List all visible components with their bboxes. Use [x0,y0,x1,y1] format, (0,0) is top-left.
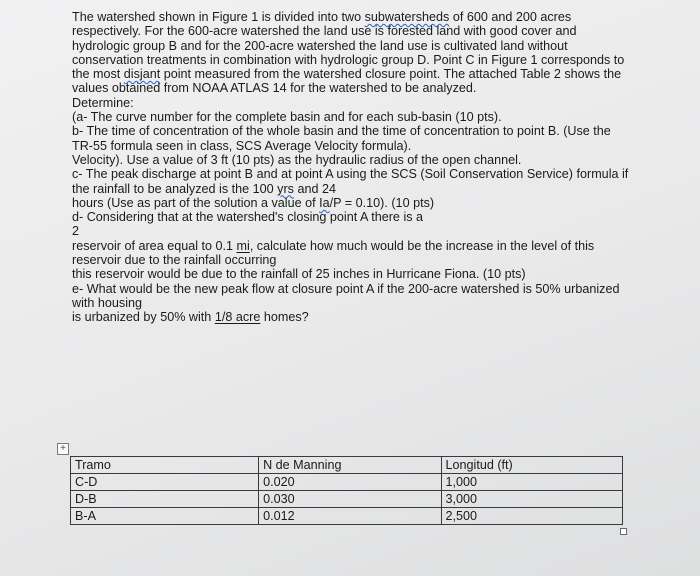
table-cell[interactable]: 0.020 [259,474,441,491]
question-c-cont: hours (Use as part of the solution a value of Ia/P = 0.10). (10 pts) [72,195,435,210]
question-b-cont: Velocity). Use a value of 3 ft (10 pts) as the hydraulic radius of the open channel. [72,152,522,167]
header-longitud[interactable]: Longitud (ft) [441,457,622,474]
determine-heading: Determine: [72,95,134,110]
table-row [71,508,623,525]
question-d-cont: reservoir of area equal to 0.1 mi, calculate how much would be the increase in the level of this reservoir due to the rainfall occurring [72,238,595,268]
table-row [71,491,623,508]
question-a: (a- The curve number for the complete basin and for each sub-basin (10 pts). [72,110,502,125]
intro-text: The watershed shown in Figure 1 is divided into two [72,10,362,24]
question-d-superscript: 2 [72,224,80,239]
unit-mi: mi [236,238,250,253]
question-d-cont2: this reservoir would be due to the rainfall of 25 inches in Hurricane Fiona. (10 pts) [72,267,526,282]
table-row [71,474,623,491]
question-e-cont: is urbanized by 50% with 1/8 acre homes? [72,310,309,325]
table-cell[interactable]: 0.030 [259,491,441,508]
spellcheck-word: Ia [319,195,330,210]
intro-text-end: point measured from the watershed closure point. The attached Table 2 shows the values obtained from NOAA ATLAS 14 for the watershed to be analyzed. [72,67,622,96]
spellcheck-word: yrs [277,181,294,196]
table-header-row [71,457,623,474]
spellcheck-word: disjant [123,67,161,82]
table-cell[interactable]: 1,000 [441,474,622,491]
problem-text [72,10,632,325]
table-resize-handle[interactable] [620,528,627,535]
table-cell[interactable]: C-D [71,474,259,491]
question-d: d- Considering that at the watershed's closing point A there is a [72,210,424,225]
question-e: e- What would be the new peak flow at closure point A if the 200-acre watershed is 50% urbanized with housing [72,281,620,310]
table-cell[interactable]: 2,500 [441,508,622,525]
question-c: c- The peak discharge at point B and at point A using the SCS (Soil Conservation Service) formula if the rainfall to be analyzed is the 100 yrs and 24 [72,167,629,196]
lot-size: 1/8 acre [214,310,261,325]
header-manning[interactable]: N de Manning [259,457,441,474]
table-cell[interactable]: D-B [71,491,259,508]
table-move-handle-icon[interactable]: + [57,443,69,455]
intro-paragraph [72,10,632,96]
header-tramo[interactable]: Tramo [71,457,259,474]
spellcheck-word: subwatersheds [364,10,450,24]
table-cell[interactable]: 0.012 [259,508,441,525]
manning-table [70,456,623,525]
intro-text-cont: of 600 and 200 acres respectively. For the 600-acre watershed the land use is forested land with good cover and hydrologic group B and for the 200-acre watershed the land use is cultivated land without conservation treatments in combination with hydrologic group D. Point C in Figure 1 corresponds to the most [72,10,625,82]
question-b: b- The time of concentration of the whole basin and the time of concentration to point B. (Use the TR-55 formula seen in class, SCS Average Velocity formula). [72,124,611,153]
table-cell[interactable]: 3,000 [441,491,622,508]
table-cell[interactable]: B-A [71,508,259,525]
